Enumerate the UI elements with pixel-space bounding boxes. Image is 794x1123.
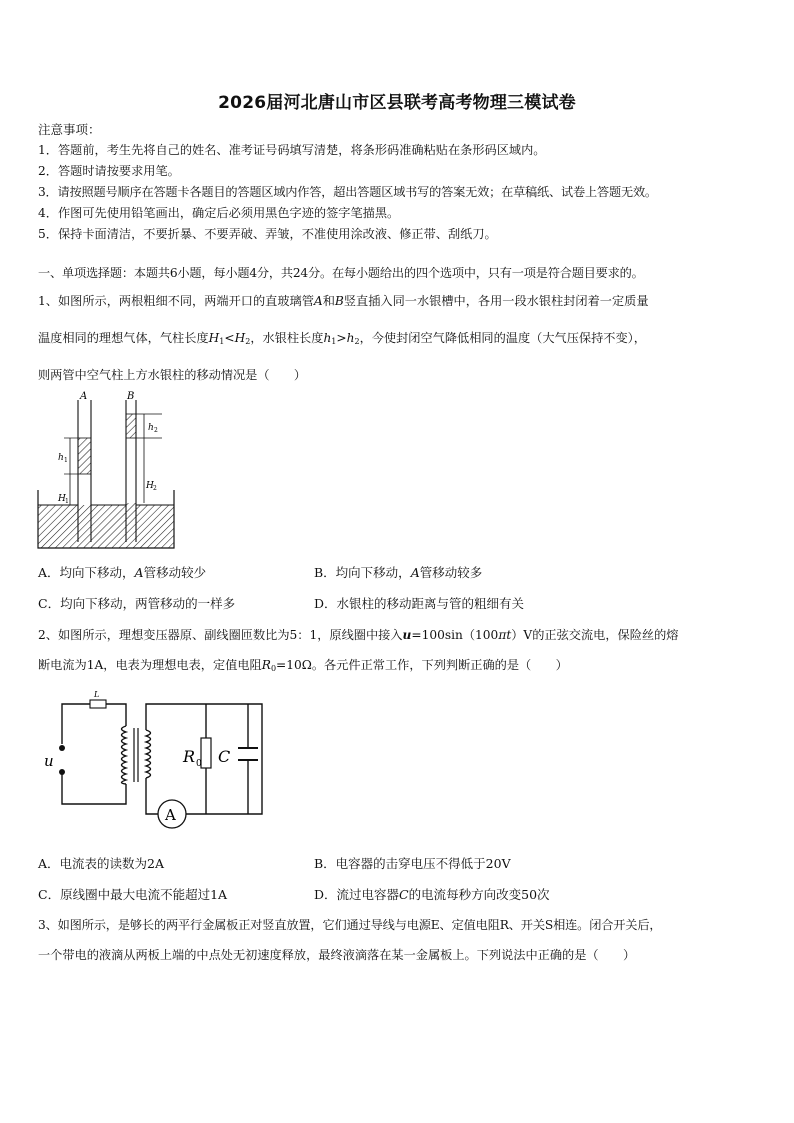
q2-option-d: D．流过电容器C的电流每秒方向改变50次	[314, 887, 550, 902]
resistor-label-sub: 0	[196, 759, 202, 769]
q1-option-b: B．均向下移动，A管移动较多	[314, 565, 483, 580]
q2-option-a: A．电流表的读数为2A	[38, 856, 165, 871]
q2-option-b: B．电容器的击穿电压不得低于20V	[314, 856, 511, 871]
fig-label-h1-sub: 1	[64, 457, 68, 464]
q1-option-c: C．均向下移动，两管移动的一样多	[38, 596, 236, 611]
q2-option-c: C．原线圈中最大电流不能超过1A	[38, 887, 228, 902]
q1-option-d: D．水银柱的移动距离与管的粗细有关	[314, 596, 525, 611]
fuse-label: L	[94, 690, 100, 699]
fig-label-h2-sub: 2	[154, 427, 158, 434]
q1-option-a: A．均向下移动，A管移动较少	[38, 565, 207, 580]
capacitor-label: C	[218, 747, 231, 766]
q2-line2: 断电流为1A，电表为理想电表，定值电阻$R_0=10\Omega$。各元件正常工作，下列判断正确的是（ ）	[38, 658, 568, 673]
q3-line2: 一个带电的液滴从两板上端的中点处无初速度释放，最终液滴落在某一金属板上。下列说法中正确的是（ ）	[38, 948, 636, 962]
fig-label-h1: h	[58, 453, 64, 463]
fig-label-a: A	[80, 391, 88, 402]
resistor-label: R	[183, 747, 196, 766]
q2-circuit-diagram	[40, 686, 280, 836]
section-heading: 一、单项选择题：本题共6小题，每小题4分，共24分。在每小题给出的四个选项中，只有一项是符合题目要求的。	[38, 266, 644, 280]
notice-item-1: 1．答题前，考生先将自己的姓名、准考证号码填写清楚，将条形码准确粘贴在条形码区域内。	[38, 143, 546, 157]
notice-item-3: 3．请按照题号顺序在答题卡各题目的答题区域内作答，超出答题区域书写的答案无效；在草稿纸、试卷上答题无效。	[38, 185, 657, 199]
notice-item-5: 5．保持卡面清洁，不要折暴、不要弄破、弄皱，不准使用涂改液、修正带、刮纸刀。	[38, 227, 497, 241]
q3-line1: 3、如图所示，是够长的两平行金属板正对竖直放置，它们通过导线与电源E、定值电阻R、开关S相连。闭合开关后，	[38, 918, 662, 932]
q1-line1: 1、如图所示，两根粗细不同，两端开口的直玻璃管A和B竖直插入同一水银槽中，各用一段水银柱封闭着一定质量	[38, 294, 649, 308]
fig-label-H1-sub: 1	[65, 498, 69, 505]
fig-label-H2: H	[146, 481, 154, 491]
source-label-u: u	[44, 752, 54, 770]
fig-label-h2: h	[148, 423, 154, 433]
notice-heading: 注意事项：	[38, 122, 101, 137]
page-title: 2026届河北唐山市区县联考高考物理三模试卷	[218, 93, 576, 113]
notice-item-2: 2．答题时请按要求用笔。	[38, 164, 180, 178]
fig-label-H2-sub: 2	[153, 485, 157, 492]
fig-label-H1: H	[58, 494, 66, 504]
ammeter-label: A	[165, 806, 176, 824]
q1-line2: 温度相同的理想气体，气柱长度$H_1<H_2$，水银柱长度$h_1>h_2$，今使封闭空气降低相同的温度（大气压保持不变），	[38, 331, 646, 346]
q1-tube-diagram	[36, 390, 176, 550]
q2-line1: 2、如图所示，理想变压器原、副线圈匝数比为5：1，原线圈中接入u=100sin（100πt）V的正弦交流电，保险丝的熔	[38, 628, 679, 642]
fig-label-b: B	[127, 391, 135, 402]
q1-line3: 则两管中空气柱上方水银柱的移动情况是（ ）	[38, 368, 307, 382]
notice-item-4: 4．作图可先使用铅笔画出，确定后必须用黑色字迹的签字笔描黑。	[38, 206, 400, 220]
